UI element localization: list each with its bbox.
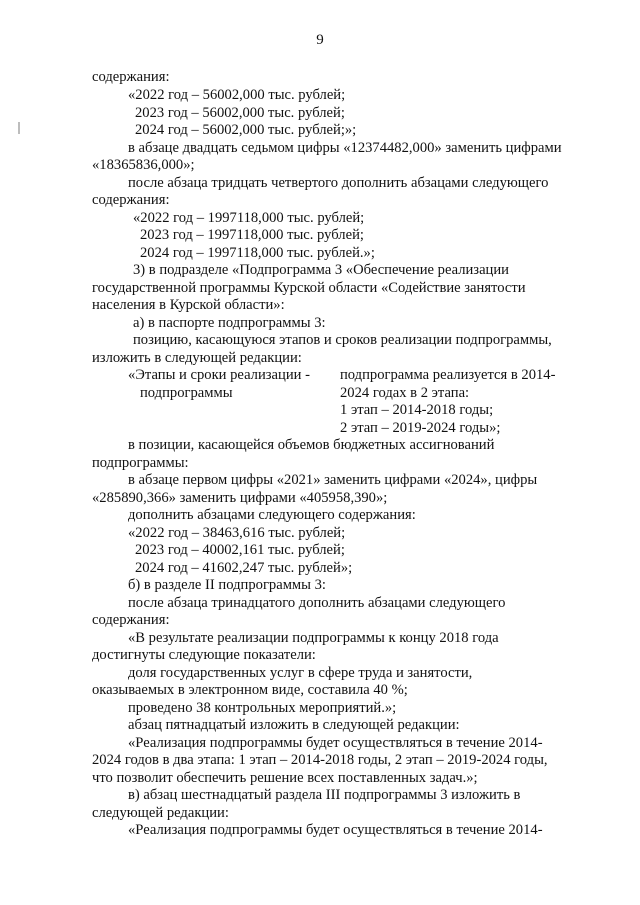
text-line: в) абзац шестнадцатый раздела III подпрограммы 3 изложить в [128, 787, 521, 803]
text-line: «Реализация подпрограммы будет осуществляться в течение 2014- [128, 822, 543, 838]
text-line: б) в разделе II подпрограммы 3: [128, 577, 326, 593]
text-line: а) в паспорте подпрограммы 3: [133, 315, 326, 331]
passport-row-label: «Этапы и сроки реализации - [128, 367, 310, 383]
text-line: государственной программы Курской области «Содействие занятости [92, 280, 526, 296]
passport-row-value: подпрограмма реализуется в 2014- [340, 367, 556, 383]
text-line: 3) в подразделе «Подпрограмма 3 «Обеспечение реализации [133, 262, 509, 278]
text-line: содержания: [92, 69, 170, 85]
text-line: 2023 год – 56002,000 тыс. рублей; [135, 105, 345, 121]
text-line: абзац пятнадцатый изложить в следующей редакции: [128, 717, 460, 733]
text-line: населения в Курской области»: [92, 297, 285, 313]
text-line: в абзаце первом цифры «2021» заменить цифрами «2024», цифры [128, 472, 538, 488]
text-line: «2022 год – 56002,000 тыс. рублей; [128, 87, 346, 103]
text-line: 2023 год – 1997118,000 тыс. рублей; [140, 227, 364, 243]
text-line: после абзаца тринадцатого дополнить абзацами следующего [128, 595, 506, 611]
text-line: 2024 год – 56002,000 тыс. рублей;»; [135, 122, 357, 138]
text-line: «Реализация подпрограммы будет осуществляться в течение 2014- [128, 735, 543, 751]
text-line: в абзаце двадцать седьмом цифры «12374482,000» заменить цифрами [128, 140, 562, 156]
text-line: «285890,366» заменить цифрами «405958,390»; [92, 490, 388, 506]
text-line: доля государственных услуг в сфере труда и занятости, [128, 665, 473, 681]
text-line: содержания: [92, 612, 170, 628]
text-line: 2023 год – 40002,161 тыс. рублей; [135, 542, 345, 558]
passport-row-label: подпрограммы [140, 385, 233, 401]
text-line: «18365836,000»; [92, 157, 195, 173]
text-line: в позиции, касающейся объемов бюджетных ассигнований [128, 437, 495, 453]
text-line: 2024 год – 1997118,000 тыс. рублей.»; [140, 245, 375, 261]
page-number: 9 [316, 32, 324, 48]
text-line: оказываемых в электронном виде, составила 40 %; [92, 682, 408, 698]
text-line: 2024 годов в два этапа: 1 этап – 2014-2018 годы, 2 этап – 2019-2024 годы, [92, 752, 548, 768]
text-line: «2022 год – 1997118,000 тыс. рублей; [133, 210, 365, 226]
text-line: позицию, касающуюся этапов и сроков реализации подпрограммы, [133, 332, 552, 348]
text-line: достигнуты следующие показатели: [92, 647, 316, 663]
text-line: «2022 год – 38463,616 тыс. рублей; [128, 525, 346, 541]
text-line: дополнить абзацами следующего содержания: [128, 507, 416, 523]
text-line: проведено 38 контрольных мероприятий.»; [128, 700, 397, 716]
passport-row-value: 1 этап – 2014-2018 годы; [340, 402, 494, 418]
passport-row-value: 2 этап – 2019-2024 годы»; [340, 420, 501, 436]
text-line: изложить в следующей редакции: [92, 350, 302, 366]
text-line: 2024 год – 41602,247 тыс. рублей»; [135, 560, 353, 576]
passport-row-value: 2024 годах в 2 этапа: [340, 385, 470, 401]
text-line: «В результате реализации подпрограммы к концу 2018 года [128, 630, 499, 646]
text-line: после абзаца тридцать четвертого дополнить абзацами следующего [128, 175, 549, 191]
text-line: содержания: [92, 192, 170, 208]
text-line: подпрограммы: [92, 455, 189, 471]
text-line: что позволит обеспечить решение всех поставленных задач.»; [92, 770, 478, 786]
margin-mark [18, 122, 20, 134]
text-line: следующей редакции: [92, 805, 229, 821]
